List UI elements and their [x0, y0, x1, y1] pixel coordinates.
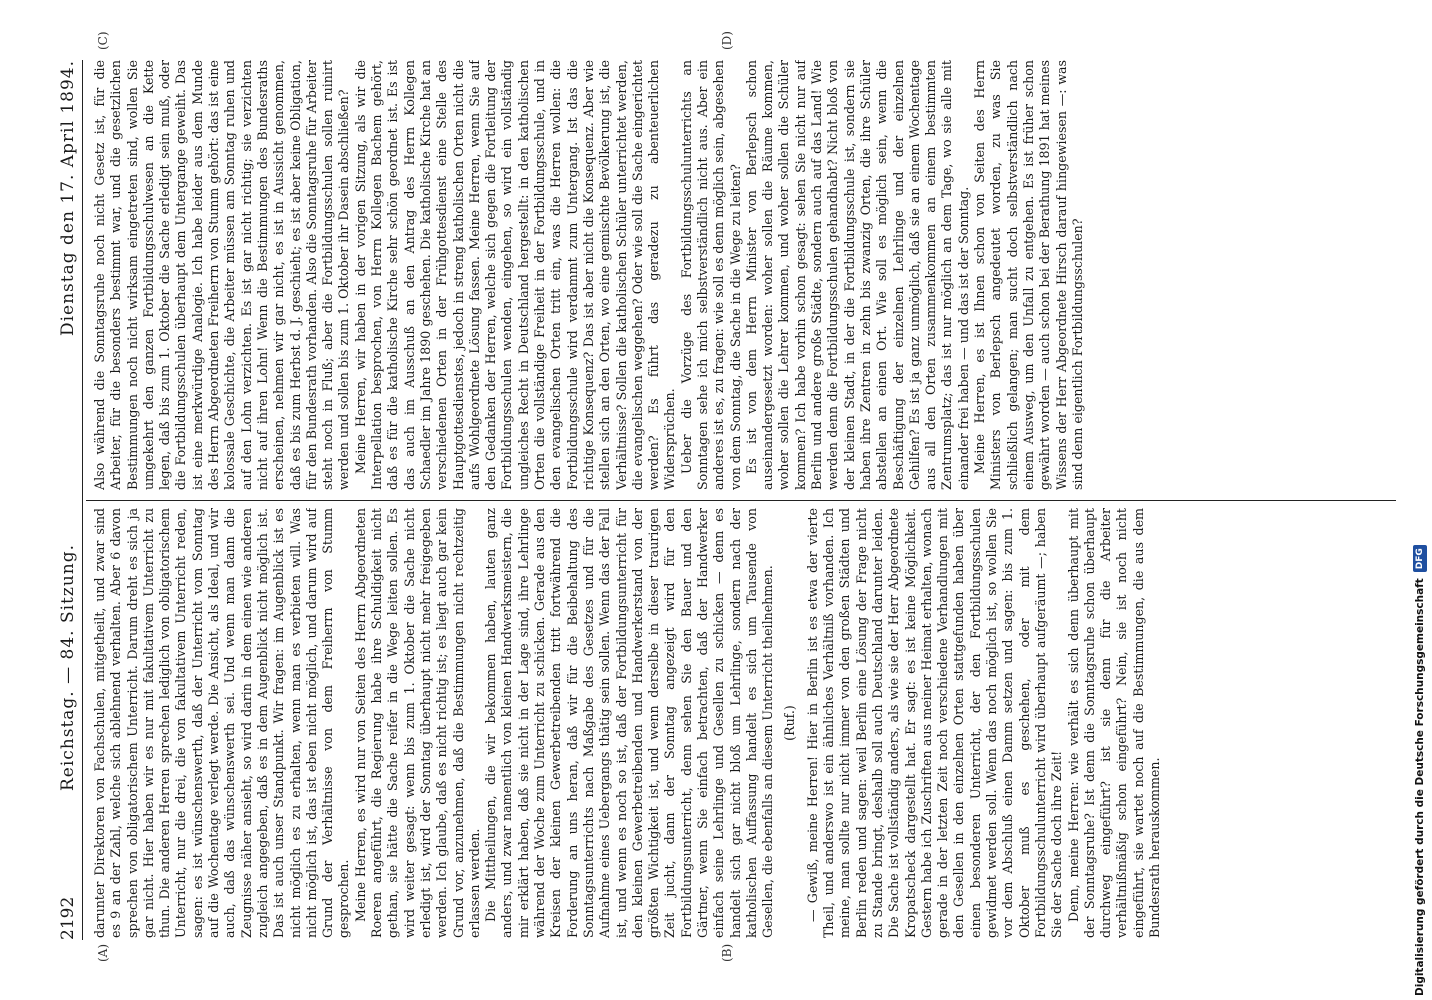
paragraph: Die Mittheilungen, die wir bekommen haben, lauten ganz anders, und zwar namentlich von kleinen Handwerksmeistern, die mir erklärt haben, daß sie nicht in der Lage sind, ihre Lehrlinge während der Woche zum Unterricht zu schicken. Gerade aus den Kreisen der kleinen Gewerbetreibenden tritt fortwährend die Forderung an uns heran, daß wir für die Beibehaltung des Sonntagsunterrichts nach Maßgabe des Gesetzes und für die Aufnahme eines Uebergangs thätig sein sollen. Wenn das der Fall ist, und wenn es noch so ist, daß der Fortbildungsunterricht für den kleinen Gewerbetreibenden und Handwerkerstand von der größten Wichtigkeit ist, und wenn derselbe in dieser traurigen Zeit jucht, dann der Sonntag angezeigt wird für den Fortbildungsunterricht, denn sehen Sie den Bauer und den Gärtner, wenn Sie einfach betrachten, daß der Handwerker einfach seine Lehrlinge und Gesellen zu schicken — denn es handelt sich gar nicht bloß um Lehrlinge, sondern nach der katholischen Auffassung handelt es sich um Tausende von Gesellen, die ebenfalls an diesem Unterricht theilnehmen. [483, 508, 776, 938]
margin-mark-d: (D) [720, 31, 734, 50]
left-column [92, 508, 1392, 938]
paragraph: Es ist von dem Herrn Minister von Berlepsch schon auseinandergesetzt worden: woher sollen die Räume kommen, woher sollen die Lehrer kommen, und woher sollen die Schüler kommen? Ich habe vorhin schon gesagt: sehen Sie nicht nur auf Berlin und andere große Städte, sondern auch auf das Land! Wie werden denn die Fortbildungsschulen gehandhabt? Nicht bloß von der kleinen Stadt, in der die Fortbildungsschule ist, sondern sie haben ihre Zentren in zehn bis zwanzig Orten, die ihre Schüler abstellen an einen Ort. Wie soll es möglich sein, wenn die Beschäftigung der einzelnen Lehrlinge und der einzelnen Gehilfen? Es ist ja ganz unmöglich, daß sie an einem Wochentage aus all den Orten zusammenkommen an einem bestimmten Zentrumsplatz; das ist nur möglich an dem Tage, wo sie alle mit einander frei haben — und das ist der Sonntag. [743, 60, 971, 490]
paragraph: Meine Herren, wir haben in der vorigen Sitzung, als wir die Interpellation besprochen, von Herrn Kollegen Bachem gehört, daß es für die katholische Kirche sehr schön geordnet ist. Es ist das auch im Ausschuß an den Antrag des Herrn Kollegen Schaedler im Jahre 1890 geschehen. Die katholische Kirche hat an verschiedenen Orten in der Frühgottesdienst eine Stelle des Hauptgottesdienstes, jedoch in streng katholischen Orten nicht die aufs Wohlgeordnete Lösung fassen. Meine Herren, wenn Sie auf den Gedanken der Herren, welche sich gegen die Fortleitung der Fortbildungsschulen wenden, eingehen, so wird ein vollständig ungleiches Recht in Deutschland hergestellt: in den katholischen Orten die vollständige Freiheit in der Fortbildungsschule, und in den evangelischen Orten tritt ein, was die Herren wollen: die Fortbildungsschule wird verdammt zum Untergang. Ist das die richtige Konsequenz? Das ist aber nicht die Konsequenz. Aber wie stellen sich an den Orten, wo eine gemischte Bevölkerung ist, die Verhältnisse? Sollen die katholischen Schüler unterrichtet werden, die evangelischen weggehen? Oder wie soll die Sache eingerichtet werden? Es führt das geradezu zu abenteuerlichen Widersprüchen. [352, 60, 678, 490]
column-divider [86, 500, 1396, 501]
paragraph: — Gewiß, meine Herren! Hier in Berlin ist es etwa der vierte Theil, und anderswo ist ein ähnliches Verhältniß vorhanden. Ich meine, man sollte nur nicht immer von den großen Städten und Berlin reden und sagen: weil Berlin eine Lösung der Frage nicht zu Stande bringt, deshalb soll auch Deutschland darunter leiden. Die Sache ist vollständig anders, als wie sie der Herr Abgeordnete Kropatscheck dargestellt hat. Er sagt: es ist keine Möglichkeit. Gestern habe ich Zuschriften aus meiner Heimat erhalten, wonach gerade in der letzten Zeit noch verschiedene Verhandlungen mit den Gesellen in den einzelnen Orten stattgefunden haben über einen besonderen Unterricht, der den Fortbildungsschulen gewidmet werden soll. Wenn das noch möglich ist, so wollen Sie vor dem Abschluß einen Damm setzen und sagen: bis zum 1. Oktober muß es geschehen, oder mit dem Fortbildungsschulunterricht wird überhaupt aufgeräumt —; haben Sie der Sache doch ihre Zeit! [804, 508, 1065, 938]
margin-mark-a: (A) [96, 943, 110, 962]
right-column [92, 60, 1392, 490]
margin-mark-b: (B) [720, 943, 734, 962]
page-number: 2192 [58, 896, 78, 940]
dfg-credit [1412, 548, 1428, 996]
paragraph: Ueber die Vorzüge des Fortbildungsschulunterrichts an Sonntagen sehe ich mich selbstverständlich nicht aus. Aber ein anderes ist es, zu fragen: wie soll es denn möglich sein, abgesehen von dem Sonntag, die Sache in die Wege zu leiten? [678, 60, 743, 490]
paragraph: Denn, meine Herren: wie verhält es sich denn überhaupt mit der Sonntagsruhe? Ist denn die Sonntagsruhe schon überhaupt durchweg eingeführt? ist sie denn für die Arbeiter verhältnißmäßig schon eingeführt? Nein, sie ist noch nicht eingeführt, sie wartet noch auf die Bestimmungen, die aus dem Bundesrath herauskommen. [1065, 508, 1162, 938]
dfg-logo: DFG [1413, 545, 1427, 572]
interjection: (Ruf.) [782, 705, 798, 741]
paragraph: Meine Herren, es ist Ihnen schon von Seiten des Herrn Ministers von Berlepsch angedeutet worden, zu was Sie schließlich gelangen; man sucht doch selbstverständlich nach einem Ausweg, um den Unfall zu entgehen. Es ist früher schon gewährt worden — auch schon bei der Berathung 1891 hat meines Wissens der Herr Abgeordnete Hirsch darauf hingewiesen —: was sind denn eigentlich Fortbildungsschulen? [972, 60, 1085, 490]
margin-mark-c: (C) [96, 31, 110, 50]
header-rule [82, 60, 83, 940]
paragraph: Meine Herren, es wird nur von Seiten des Herrn Abgeordneten Roeren angeführt, die Regierung habe ihre Schuldigkeit nicht gethan, sie hätte die Sache reifer in die Wege leiten sollen. Es wird weiter gesagt: wenn bis zum 1. Oktober die Sache nicht erledigt ist, wird der Sonntag überhaupt nicht mehr freigegeben werden. Ich glaube, daß es nicht richtig ist; es liegt auch gar kein Grund vor, anzunehmen, daß die Bestimmungen nicht rechtzeitig erlassen werden. [352, 508, 482, 938]
session-title: Reichstag. — 84. Sitzung. [58, 543, 78, 792]
session-date: Dienstag den 17. April 1894. [58, 60, 78, 337]
paragraph: Also während die Sonntagsruhe noch nicht Gesetz ist, für die Arbeiter, für die besonders bestimmt war, und die gesetzlichen Bestimmungen noch nicht wirksam eingetreten sind, wollen Sie umgekehrt den ganzen Fortbildungsschulwesen an die Kette legen, daß bis zum 1. Oktober die Sache erledigt sein muß, oder die Fortbildungsschulen überhaupt dem Untergange geweiht. Das ist eine merkwürdige Analogie. Ich habe leider aus dem Munde des Herrn Abgeordneten Freiherrn von Stumm gehört: das ist eine kolossale Geschichte, die Arbeiter müssen am Sonntag ruhen und auf den Lohn verzichten. Es ist gar nicht richtig; sie verzichten nicht auf ihren Lohn! Wenn die Bestimmungen des Bundesraths erscheinen, nehmen wir gar nicht, es ist in Aussicht genommen, daß es bis zum Herbst d. J. geschieht; es ist aber keine Obligation, für den Bundesrath vorhanden. Also die Sonntagsruhe für Arbeiter steht noch in Fluß; aber die Fortbildungsschulen sollen ruinirt werden und sollen bis zum 1. Oktober ihr Dasein abschließen? [92, 60, 352, 490]
running-header [48, 60, 78, 940]
paragraph: darunter Direktoren von Fachschulen, mitgetheilt, und zwar sind es 9 an der Zahl, welche sich ablehnend verhalten. Aber 6 davon sprechen von obligatorischem Unterricht. Darum dreht es sich ja gar nicht. Hier haben wir es nur mit fakultativem Unterricht zu thun. Die anderen Herren sprechen lediglich von obligatorischem Unterricht, nur die drei, die von fakultativem Unterricht reden, sagen: es ist wünschenswerth, daß der Unterricht vom Sonntag auf die Wochentage verlegt werde. Die Ansicht, als Ideal, und wir auch, daß das wünschenswerth sei. Und wenn man dann die Zeugnisse näher ansieht, so wird darin in dem einen wie anderen zugleich angegeben, daß es in dem Augenblick nicht möglich ist. Das ist auch unser Standpunkt. Wir fragen: im Augenblick ist es nicht möglich es zu erhalten, wenn man es verbieten will. Was nicht möglich ist, das ist eben nicht möglich, und darum wird auf Grund der Verhältnisse von dem Freiherrn von Stumm gesprochen. [92, 508, 352, 938]
credit-text: Digitalisierung gefördert durch die Deutsche Forschungsgemeinschaft [1414, 578, 1426, 996]
